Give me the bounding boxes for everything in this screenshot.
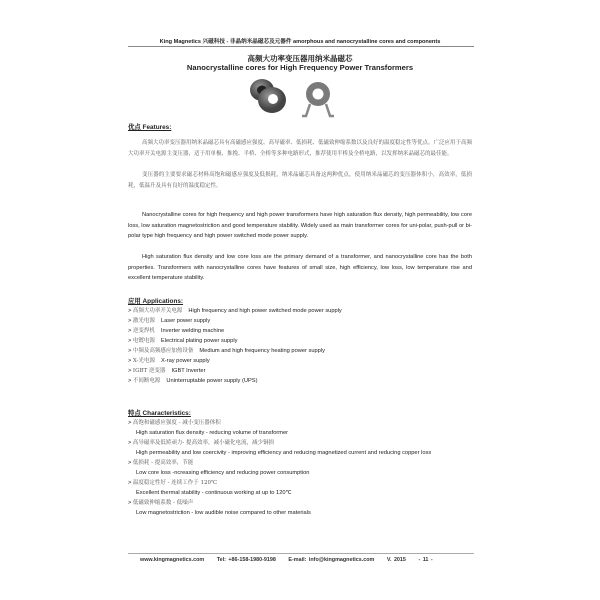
features-heading: 优点 Features: [128, 124, 172, 131]
item-en: Electrical plating power supply [160, 338, 238, 344]
features-en-paragraph-1: Nanocrystalline cores for high frequency and high power transformers have high saturation flux density, high permeability, low core loss, low saturation magnetostriction and good temperature stability. Widely used as main transformer cores for uni-polar, push-pull or bi-polar type high frequency and high power switched mode power supply. [128, 212, 472, 239]
footer-tel: Tel: +86-158-1980-9198 [216, 557, 276, 563]
item-en: High frequency and high power switched mode power supply [188, 308, 342, 314]
item-cn: 逆变焊机 [132, 328, 155, 334]
list-item: > 电镀电源 Electrical plating power supply [128, 338, 238, 344]
item-en: Laser power supply [160, 318, 211, 324]
item-cn: 低磁致伸缩系数 - 低噪声 [132, 500, 194, 506]
list-item-cn: > 低磁致伸缩系数 - 低噪声 [128, 500, 194, 506]
item-en: IGBT Inverter [171, 368, 206, 374]
item-cn: 低损耗 - 提高效率，节能 [132, 460, 194, 466]
footer-email[interactable]: E-mail: info@kingmagnetics.com [288, 557, 375, 563]
item-en: X-ray power supply [160, 358, 210, 364]
list-item-cn: > 高饱和磁感应强度 - 减小变压器体积 [128, 420, 221, 426]
list-item-en: High saturation flux density - reducing volume of transformer [136, 430, 289, 436]
list-item: > 高频大功率开关电源 High frequency and high power switched mode power supply [128, 308, 342, 314]
footer-version: V. 2015 [386, 557, 406, 563]
characteristics-list [128, 418, 472, 518]
title-english: Nanocrystalline cores for High Frequency Power Transformers [186, 63, 414, 72]
header-divider [128, 46, 474, 47]
list-item: > 不间断电源 Uninterruptable power supply (UPS) [128, 378, 258, 384]
list-item-en: Excellent thermal stability - continuous working at up to 120℃ [136, 490, 292, 496]
list-item-en: Low core loss -ncreasing efficiency and reducing power consumption [136, 470, 310, 476]
applications-list [128, 306, 342, 386]
item-cn: 高饱和磁感应强度 - 减小变压器体积 [132, 420, 221, 426]
item-cn: 高导磁率及低矫顽力- 提高效率，减小磁化电流，减少铜损 [132, 440, 275, 446]
list-item-cn: > 高导磁率及低矫顽力- 提高效率，减小磁化电流，减少铜损 [128, 440, 275, 446]
item-en: Medium and high frequency heating power supply [199, 348, 325, 354]
list-item: > X-光电源 X-ray power supply [128, 358, 210, 364]
list-item: > IGBT 逆变器 IGBT Inverter [128, 368, 206, 374]
list-item: > 逆变焊机 Inverter welding machine [128, 328, 225, 334]
features-cn-paragraph-2: 变压器的主要要求磁芯材料高饱和磁感应强度及低损耗，纳米晶磁芯具备这两种优点，使用纳米晶磁芯的变压器体积小，高效率，低损耗，低温升及具有良好的温度稳定性。 [128, 172, 472, 189]
page-number: - 11 - [418, 557, 433, 563]
item-cn: 温度稳定性好 - 连续工作于 120℃ [132, 480, 218, 486]
list-item: > 中频及高频感应加热设备 Medium and high frequency heating power supply [128, 348, 325, 354]
list-item-cn: > 温度稳定性好 - 连续工作于 120℃ [128, 480, 218, 486]
page-header: King Magnetics 兴磁科技 - 非晶纳米晶磁芯及元器件 amorphous and nanocrystalline cores and components [159, 39, 441, 45]
page-footer [140, 557, 443, 563]
list-item-en: Low magnetostriction - low audible noise compared to other materials [136, 510, 311, 516]
item-cn: 电镀电源 [132, 338, 155, 344]
item-cn: X-光电源 [132, 358, 155, 364]
title-chinese: 高频大功率变压器用纳米晶磁芯 [247, 54, 353, 63]
item-cn: IGBT 逆变器 [132, 368, 166, 374]
list-item-en: High permeability and low coercivity - improving efficiency and reducing magnetized current and reducing copper loss [136, 450, 432, 456]
applications-heading: 应用 Applications: [128, 298, 184, 305]
features-cn-paragraph-1: 高频大功率变压器用纳米晶磁芯具有高磁感应强度、高导磁率、低损耗、低磁致伸缩系数以及良好的温度稳定性等优点。广泛应用于高频大功率开关电源主变压器，适于用单极、推挽、半桥、全桥等多种电路形式，推荐使用半桥及全桥电路，以发挥纳米晶磁芯的最佳能。 [128, 140, 473, 157]
list-item-cn: > 低损耗 - 提高效率，节能 [128, 460, 194, 466]
item-cn: 激光电源 [132, 318, 155, 324]
item-cn: 高频大功率开关电源 [132, 308, 183, 314]
features-en-paragraph-2: High saturation flux density and low core loss are the primary demand of a transformer, and nanocrystalline core has the both properties. Transformers with nanocrystalline cores have features of small size, high efficiency, low loss, low temperature rise and excellent temperature stability. [128, 254, 472, 281]
characteristics-heading: 特点 Characteristics: [128, 410, 191, 417]
item-cn: 中频及高频感应加热设备 [132, 348, 194, 354]
item-cn: 不间断电源 [132, 378, 161, 384]
item-en: Inverter welding machine [160, 328, 225, 334]
list-item: > 激光电源 Laser power supply [128, 318, 211, 324]
product-photo-cores [248, 76, 348, 120]
footer-divider [128, 553, 474, 554]
footer-website[interactable]: www.kingmagnetics.com [140, 557, 205, 563]
item-en: Uninterruptable power supply (UPS) [166, 378, 258, 384]
